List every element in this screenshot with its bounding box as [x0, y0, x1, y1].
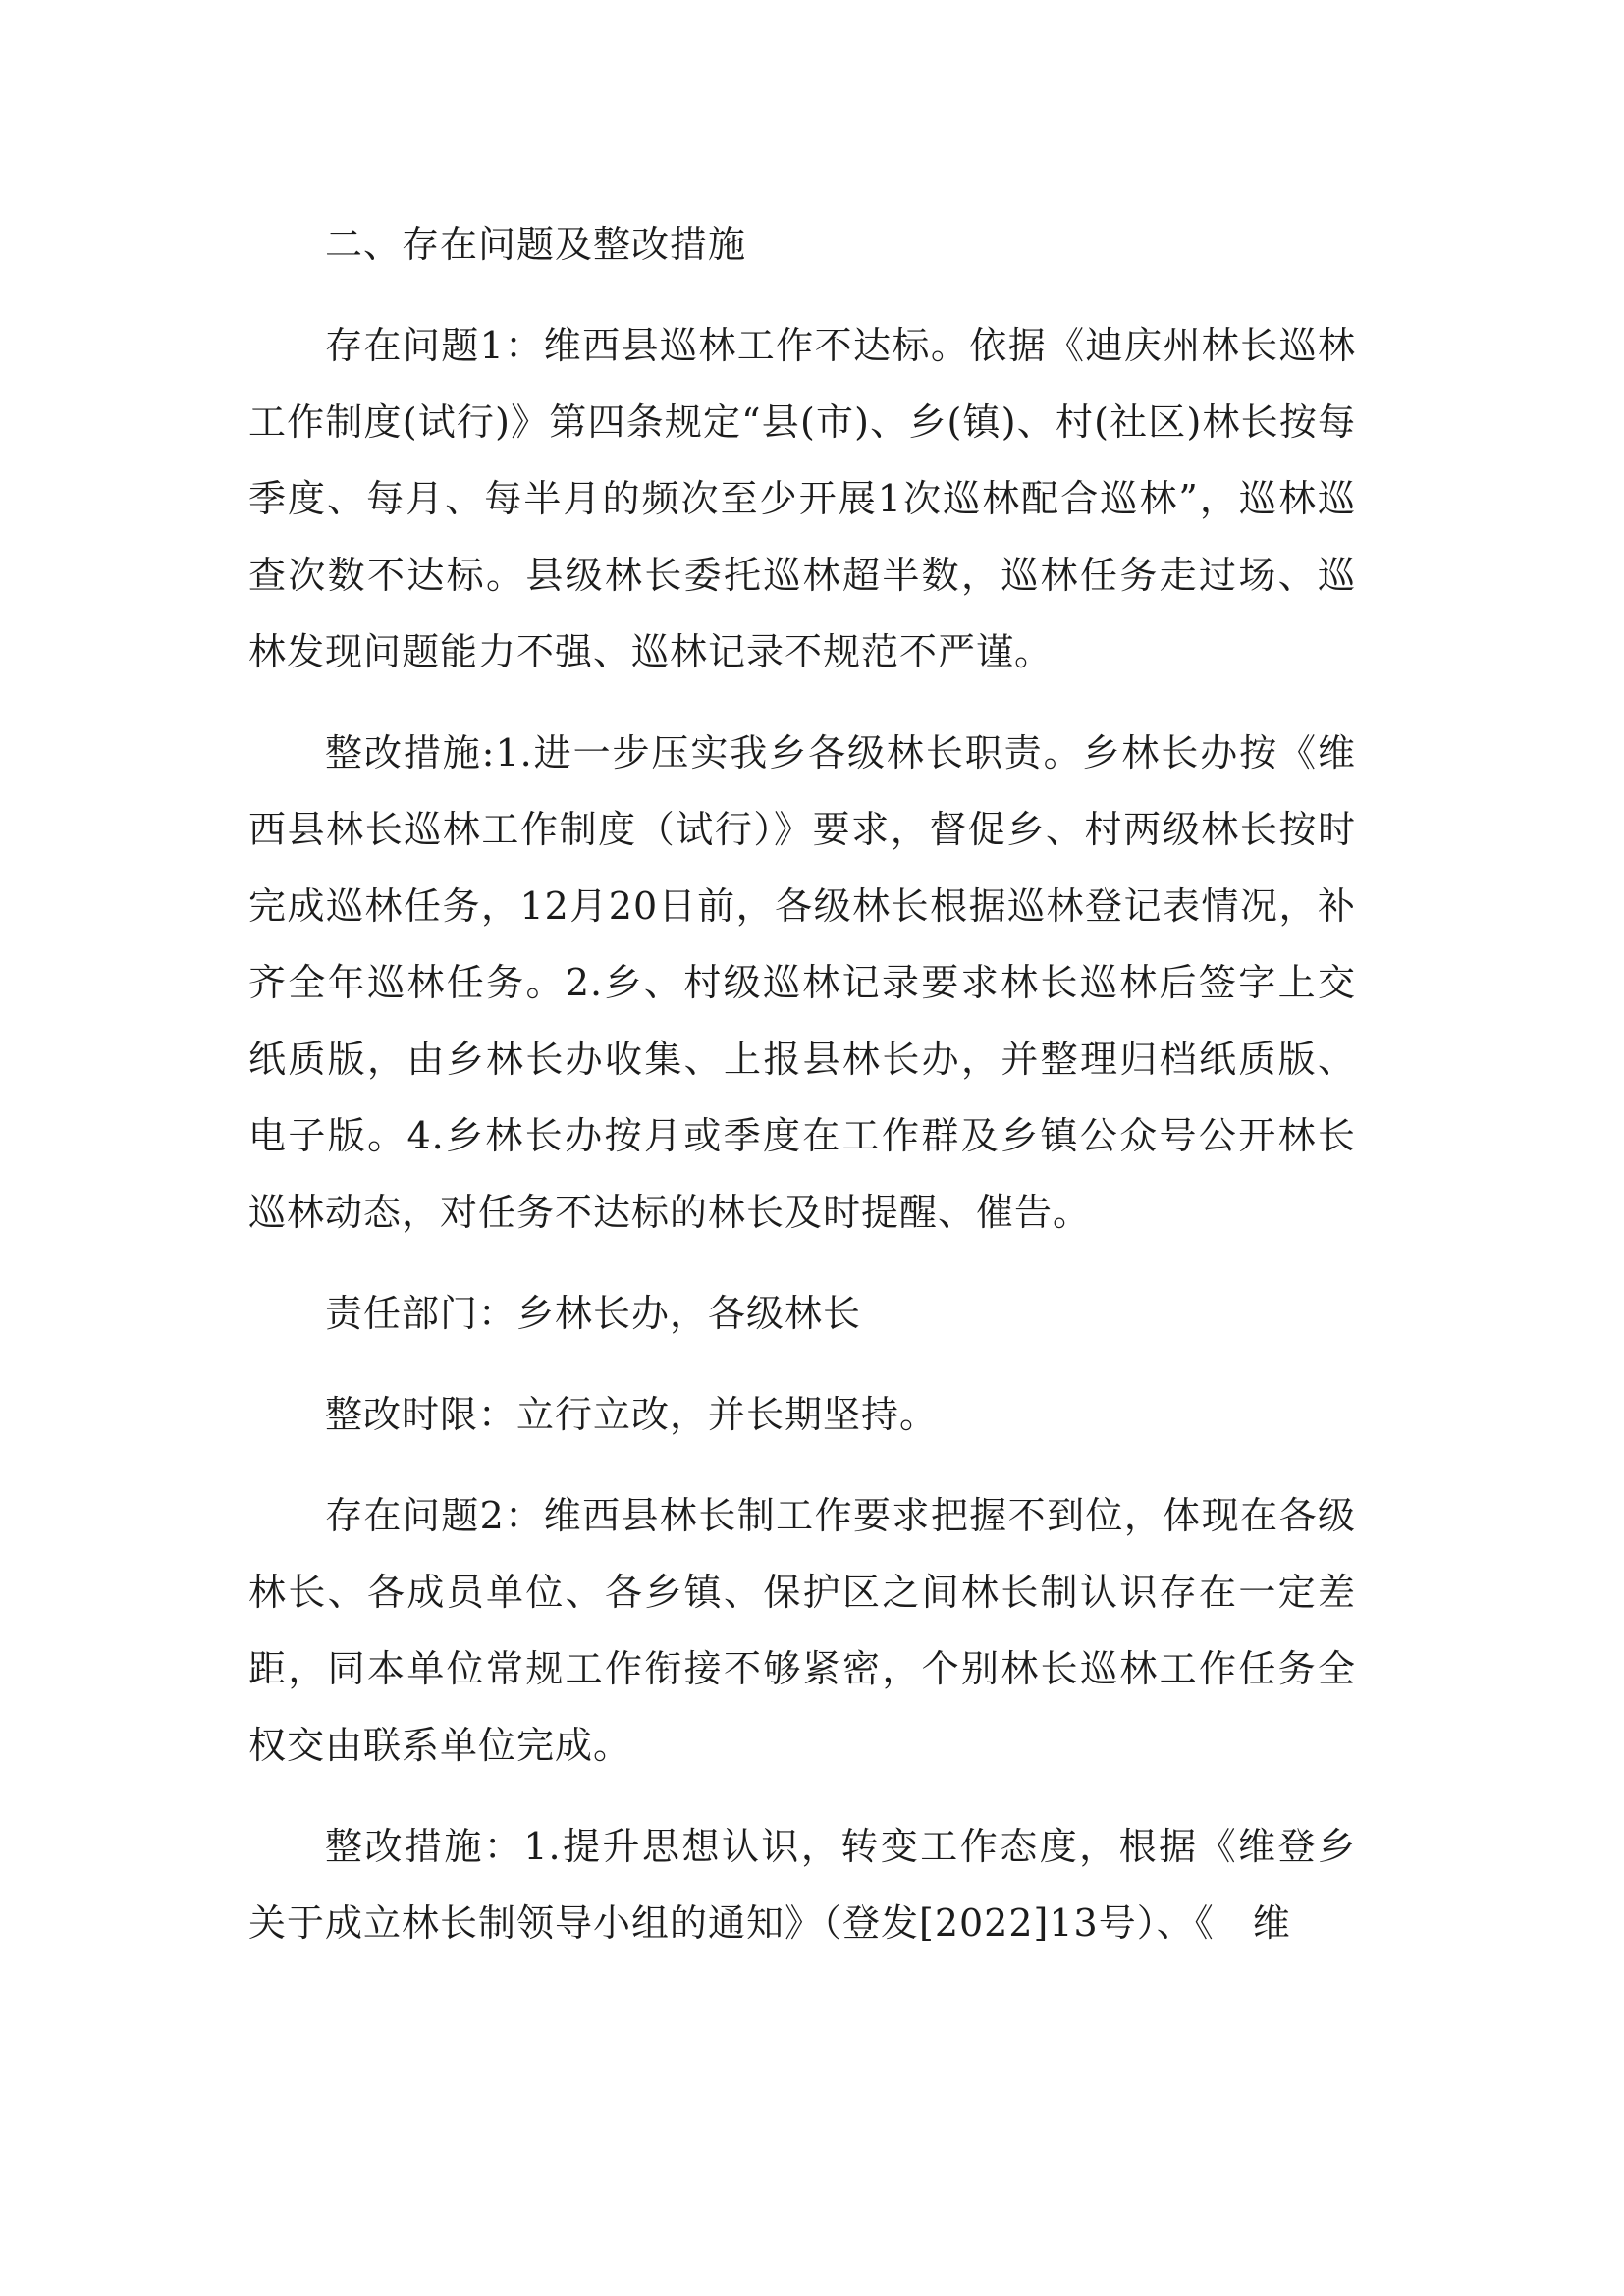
section-heading: 二、存在问题及整改措施	[325, 223, 747, 266]
measures-1-paragraph: 整改措施:1.进一步压实我乡各级林长职责。乡林长办按《维西县林长巡林工作制度（试行）》要求，督促乡、村两级林长按时完成巡林任务，12月20日前，各级林长根据巡林登记表情况，补齐全年巡林任务。2.乡、村级巡林记录要求林长巡林后签字上交纸质版，由乡林长办收集、上报县林长办，并整理归档纸质版、电子版。4.乡林长办按月或季度在工作群及乡镇公众号公开林长巡林动态，对任务不达标的林长及时提醒、催告。	[248, 731, 1356, 1234]
responsible-department-paragraph: 责任部门：乡林长办，各级林长	[325, 1292, 862, 1335]
deadline-paragraph: 整改时限：立行立改，并长期坚持。	[325, 1393, 939, 1436]
problem-1-paragraph: 存在问题1：维西县巡林工作不达标。依据《迪庆州林长巡林工作制度(试行)》第四条规定“县(市)、乡(镇)、村(社区)林长按每季度、每月、每半月的频次至少开展1次巡林配合巡林”，巡林巡查次数不达标。县级林长委托巡林超半数，巡林任务走过场、巡林发现问题能力不强、巡林记录不规范不严谨。	[248, 324, 1356, 673]
problem-2-paragraph: 存在问题2：维西县林长制工作要求把握不到位，体现在各级林长、各成员单位、各乡镇、保护区之间林长制认识存在一定差距，同本单位常规工作衔接不够紧密，个别林长巡林工作任务全权交由联系单位完成。	[248, 1494, 1356, 1767]
measures-2-paragraph: 整改措施：1.提升思想认识，转变工作态度，根据《维登乡关于成立林长制领导小组的通知》（登发[2022]13号）、《 维	[248, 1825, 1356, 1945]
document-body	[248, 206, 1356, 1986]
